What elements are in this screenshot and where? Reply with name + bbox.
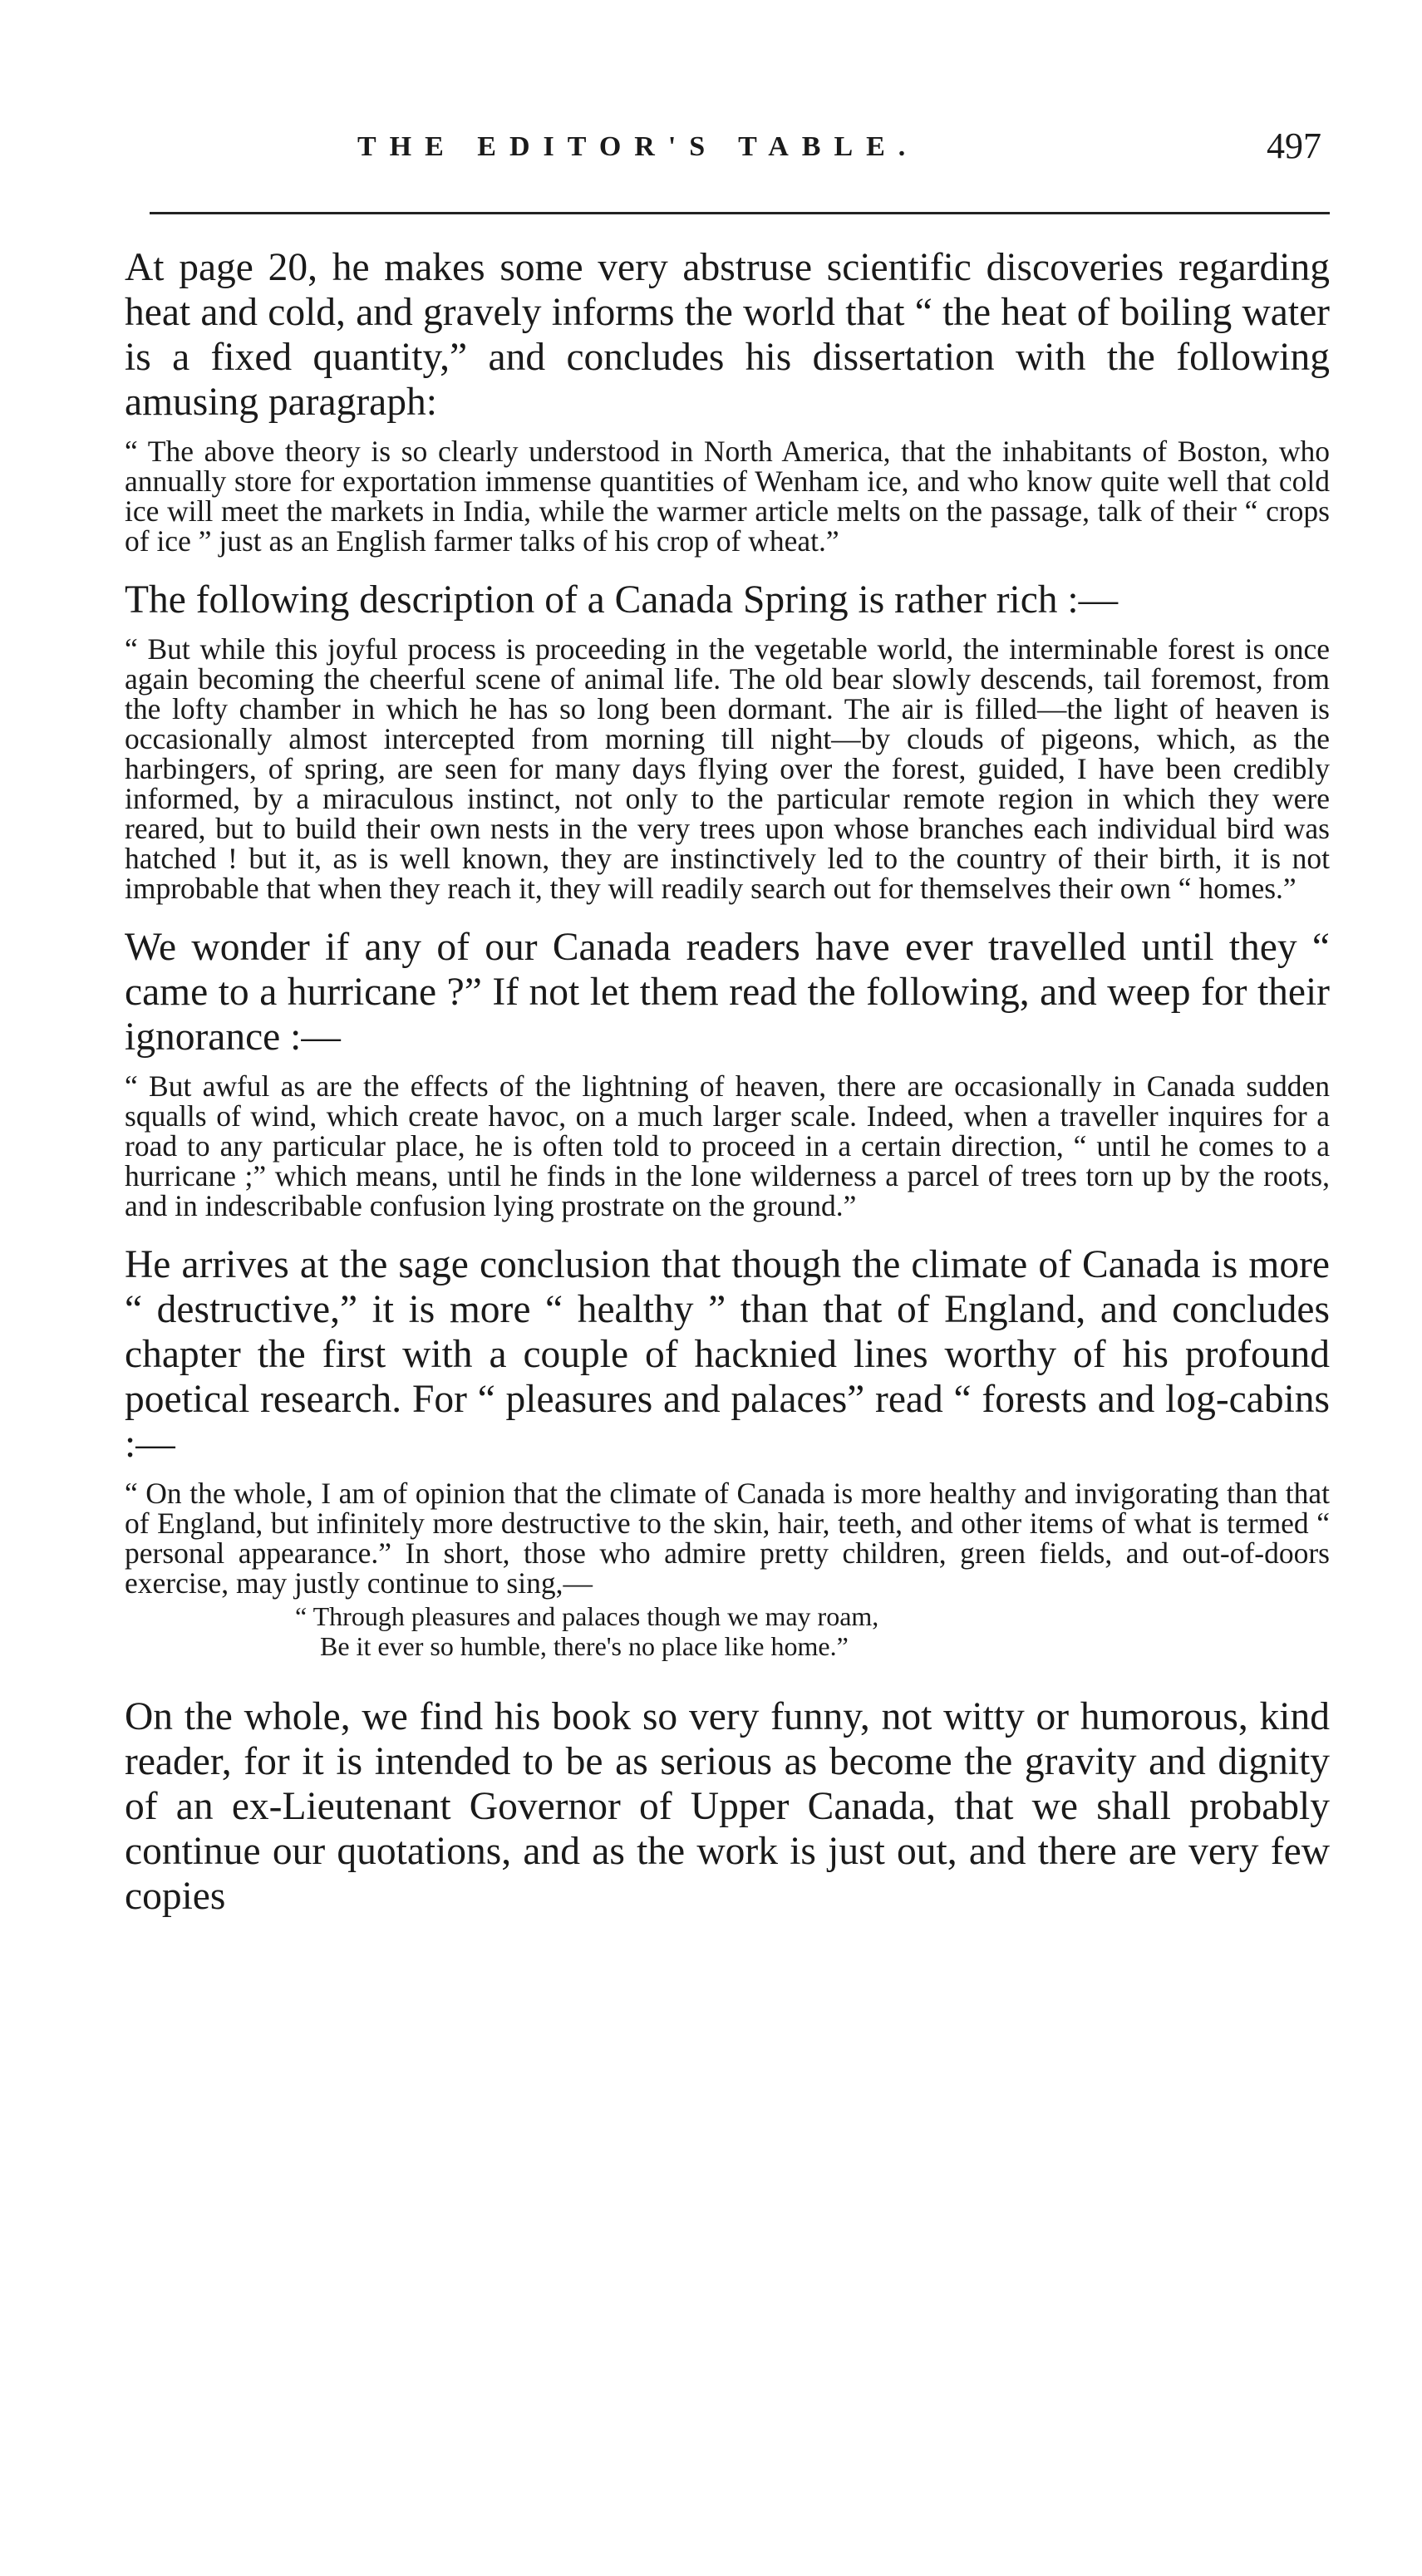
paragraph-climate-conclusion: He arrives at the sage conclusion that though the climate of Canada is more “ destructive,” it is more “ healthy ” than that of England, and concludes chapter the first with a couple of hacknied lines worthy of his profound poetical research. For “ pleasures and palaces” read “ forests and log-cabins :—	[125, 1243, 1330, 1466]
paragraph-on-the-whole: On the whole, we find his book so very funny, not witty or humorous, kind reader, for it is intended to be as serious as become the gravity and dignity of an ex-Lieutenant Governor of Upper Canada, that we shall probably continue our quotations, and as the work is just out, and there are very few copies	[125, 1695, 1330, 1918]
body-text	[125, 245, 1330, 1919]
verse-line-1: “ Through pleasures and palaces though we may roam,	[295, 1601, 879, 1631]
verse-line-2: Be it ever so humble, there's no place like home.”	[320, 1631, 849, 1661]
paragraph-hurricane: We wonder if any of our Canada readers have ever travelled until they “ came to a hurricane ?” If not let them read the following, and weep for their ignorance :—	[125, 926, 1330, 1059]
quote-canada-spring: “ But while this joyful process is proceeding in the vegetable world, the interminable forest is once again becoming the cheerful scene of animal life. The old bear slowly descends, tail foremost, from the lofty chamber in which he has so long been dormant. The air is filled—the light of heaven is occasionally almost intercepted from morning till night—by clouds of pigeons, which, as the harbingers, of spring, are seen for many days flying over the forest, guided, I have been credibly informed, by a miraculous instinct, not only to the particular remote region in which they were reared, but to build their own nests in the very trees upon whose branches each individual bird was hatched ! but it, as is well known, they are instinctively led to the country of their birth, it is not improbable that when they reach it, they will readily search out for themselves their own “ homes.”	[125, 632, 1330, 905]
running-title: THE EDITOR'S TABLE.	[357, 131, 919, 162]
paragraph-page-20: At page 20, he makes some very abstruse scientific discoveries regarding heat and cold, and gravely informs the world that “ the heat of boiling water is a fixed quantity,” and concludes his dissertation with the following amusing paragraph:	[125, 246, 1330, 424]
quote-hurricane: “ But awful as are the effects of the lightning of heaven, there are occasionally in Canada sudden squalls of wind, which create havoc, on a much larger scale. Indeed, when a traveller inquires for a road to any particular place, he is often told to proceed in a certain direction, “ until he comes to a hurricane ;” which means, until he finds in the lone wilderness a parcel of trees torn up by the roots, and in indescribable confusion lying prostrate on the ground.”	[125, 1069, 1330, 1222]
book-page	[125, 0, 1330, 2576]
quote-climate-opinion: “ On the whole, I am of opinion that the climate of Canada is more healthy and invigorating than that of England, but infinitely more destructive to the skin, hair, teeth, and other items of what is termed “ personal appearance.” In short, those who admire pretty children, green fields, and out-of-doors exercise, may justly continue to sing,—	[125, 1477, 1330, 1600]
paragraph-canada-spring: The following description of a Canada Spring is rather rich :—	[125, 578, 1119, 622]
verse-couplet	[125, 1601, 1330, 1661]
quote-wenham-ice: “ The above theory is so clearly understood in North America, that the inhabitants of Boston, who annually store for exportation immense quantities of Wenham ice, and who know quite well that cold ice will meet the markets in India, while the warmer article melts on the passage, talk of their “ crops of ice ” just as an English farmer talks of his crop of wheat.”	[125, 435, 1330, 558]
running-head	[125, 125, 1330, 175]
page-number: 497	[1267, 125, 1321, 166]
header-rule	[150, 212, 1330, 214]
